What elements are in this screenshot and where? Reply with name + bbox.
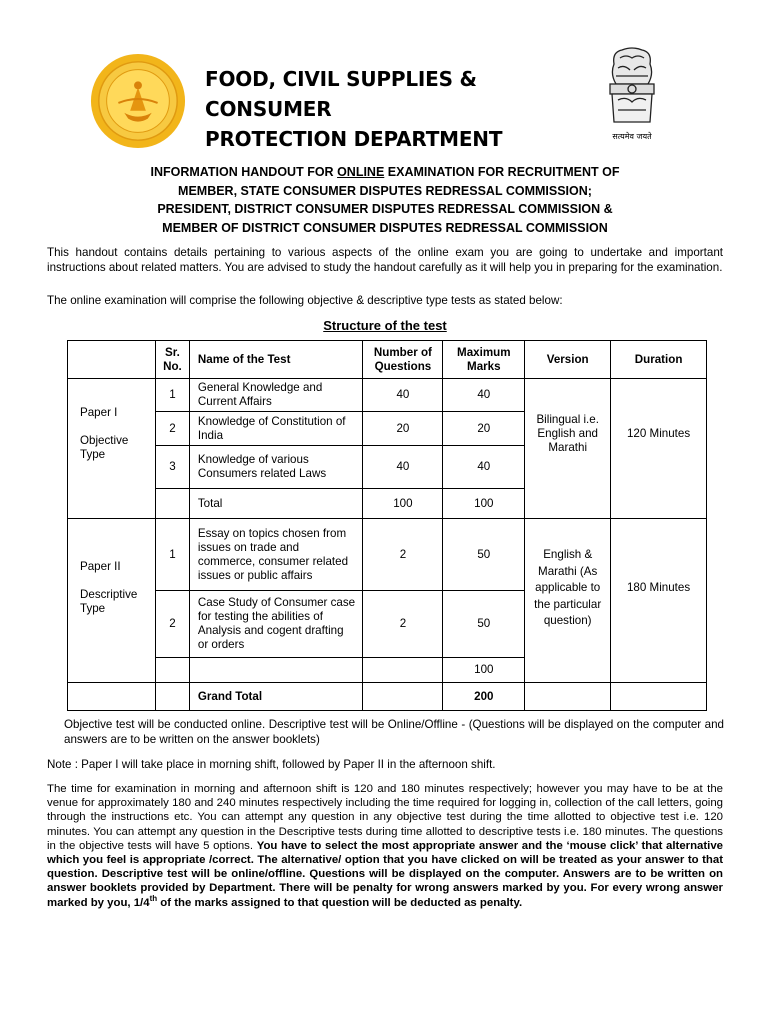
questions-cell: 40	[363, 379, 443, 412]
emblem-motto: सत्यमेव जयते	[612, 132, 652, 141]
test-name-cell: Knowledge of Constitution of India	[189, 412, 363, 446]
blank-cell	[155, 489, 189, 519]
paper1-total-row	[68, 489, 707, 519]
test-structure-table	[67, 340, 707, 711]
time-instructions-text: The time for examination in morning and afternoon shift is 120 and 180 minutes respectively; however you may have to be at the venue for approximately 180 and 240 minutes respectively including the time required for logging in, collection of the call letters, going through the instructions etc. You can attempt any question in any objective test during the time allotted to objective test i.e. 120 minutes. You can attempt any question in the Descriptive tests during time allotted to descriptive tests i.e. 180 minutes. The questions in the objective tests will have 5 options.	[47, 783, 723, 852]
table-row	[68, 519, 707, 591]
paper2-version: English & Marathi (As applicable to the particular question)	[525, 519, 611, 658]
handout-title-line4: MEMBER OF DISTRICT CONSUMER DISPUTES REDRESSAL COMMISSION	[162, 220, 608, 235]
paper1-version: Bilingual i.e. English and Marathi	[525, 379, 611, 489]
blank-cell	[525, 489, 611, 519]
header-srno: Sr. No.	[155, 341, 189, 379]
table-header-row	[68, 341, 707, 379]
test-name-cell: General Knowledge and Current Affairs	[189, 379, 363, 412]
structure-heading: Structure of the test	[323, 318, 447, 333]
shift-note: Note : Paper I will take place in morning shift, followed by Paper II in the afternoon shift.	[47, 758, 496, 771]
blank-cell	[363, 658, 443, 683]
handout-title-line3: PRESIDENT, DISTRICT CONSUMER DISPUTES REDRESSAL COMMISSION &	[157, 202, 613, 217]
handout-title-line2: MEMBER, STATE CONSUMER DISPUTES REDRESSAL COMMISSION;	[178, 183, 592, 198]
marks-cell: 50	[443, 519, 525, 591]
total-label: Total	[189, 489, 363, 519]
title-online-underlined: ONLINE	[337, 165, 385, 179]
time-instructions-bold-end: of the marks assigned to that question will be deducted as penalty.	[157, 896, 523, 909]
paper1-duration: 120 Minutes	[611, 379, 707, 489]
header-version: Version	[525, 341, 611, 379]
questions-cell: 20	[363, 412, 443, 446]
grand-total-row	[68, 683, 707, 711]
blank-cell	[155, 683, 189, 711]
test-name-cell: Knowledge of various Consumers related Laws	[189, 446, 363, 489]
blank-cell	[68, 658, 156, 683]
title-text: EXAMINATION FOR RECRUITMENT OF	[384, 165, 620, 179]
blank-cell	[611, 658, 707, 683]
paper1-label-line2: Objective Type	[80, 433, 129, 461]
paper2-total-row	[68, 658, 707, 683]
blank-cell	[611, 489, 707, 519]
header-questions: Number of Questions	[363, 341, 443, 379]
paper2-total-marks: 100	[443, 658, 525, 683]
questions-cell: 2	[363, 591, 443, 658]
blank-cell	[525, 683, 611, 711]
paper2-label-line2: Descriptive Type	[80, 588, 138, 616]
blank-cell	[189, 658, 363, 683]
paper2-label-line1: Paper II	[80, 560, 121, 574]
questions-cell: 40	[363, 446, 443, 489]
handout-title-line1	[40, 163, 730, 182]
blank-cell	[611, 683, 707, 711]
blank-cell	[155, 658, 189, 683]
sr-cell: 1	[155, 519, 189, 591]
header-duration: Duration	[611, 341, 707, 379]
paper1-label	[68, 379, 156, 489]
marks-cell: 40	[443, 379, 525, 412]
intro-paragraph: This handout contains details pertaining to various aspects of the online exam you are going to undertake and important instructions about related matters. You are advised to study the handout carefully as it will help you in preparing for the examination.	[47, 246, 723, 274]
grand-total-marks: 200	[443, 683, 525, 711]
department-title	[205, 64, 595, 154]
paper2-label	[68, 519, 156, 658]
blank-cell	[363, 683, 443, 711]
sr-cell: 3	[155, 446, 189, 489]
sr-cell: 2	[155, 591, 189, 658]
test-name-cell: Essay on topics chosen from issues on trade and commerce, consumer related issues or public affairs	[189, 519, 363, 591]
comprise-paragraph: The online examination will comprise the following objective & descriptive type tests as stated below:	[47, 294, 563, 307]
header-blank	[68, 341, 156, 379]
marks-cell: 40	[443, 446, 525, 489]
time-instructions-bold: You have to select the most appropriate answer and the ‘mouse click’ that alternative which you feel is appropriate /correct. The alternative/ option that you have clicked on will be treated as your answer to that question. Descriptive test will be online/offline. Questions will be displayed on the computer. Answers are to be written on answer booklets provided by Department. There will be penalty for wrong answers marked by you. For every wrong answer marked by you, 1/4	[47, 839, 724, 909]
department-title-line2: PROTECTION DEPARTMENT	[205, 127, 503, 151]
marks-cell: 20	[443, 412, 525, 446]
sr-cell: 1	[155, 379, 189, 412]
title-text: INFORMATION HANDOUT FOR	[150, 165, 338, 179]
time-instructions-paragraph	[47, 782, 723, 910]
header-marks: Maximum Marks	[443, 341, 525, 379]
grand-total-label: Grand Total	[189, 683, 363, 711]
superscript-th: th	[149, 893, 158, 903]
objective-descriptive-note: Objective test will be conducted online. Descriptive test will be Online/Offline - (Questions will be displayed on the computer and answers are to be written on the answer booklets)	[64, 718, 724, 746]
total-questions: 100	[363, 489, 443, 519]
marks-cell: 50	[443, 591, 525, 658]
header-name: Name of the Test	[189, 341, 363, 379]
paper2-duration: 180 Minutes	[611, 519, 707, 658]
total-marks: 100	[443, 489, 525, 519]
questions-cell: 2	[363, 519, 443, 591]
test-name-cell: Case Study of Consumer case for testing the abilities of Analysis and cogent drafting or orders	[189, 591, 363, 658]
blank-cell	[68, 489, 156, 519]
table-row	[68, 379, 707, 412]
handout-title	[40, 163, 730, 237]
sr-cell: 2	[155, 412, 189, 446]
blank-cell	[68, 683, 156, 711]
paper1-label-line1: Paper I	[80, 405, 118, 419]
blank-cell	[525, 658, 611, 683]
maharashtra-seal-icon	[89, 52, 187, 150]
department-title-line1: FOOD, CIVIL SUPPLIES & CONSUMER	[205, 67, 477, 121]
